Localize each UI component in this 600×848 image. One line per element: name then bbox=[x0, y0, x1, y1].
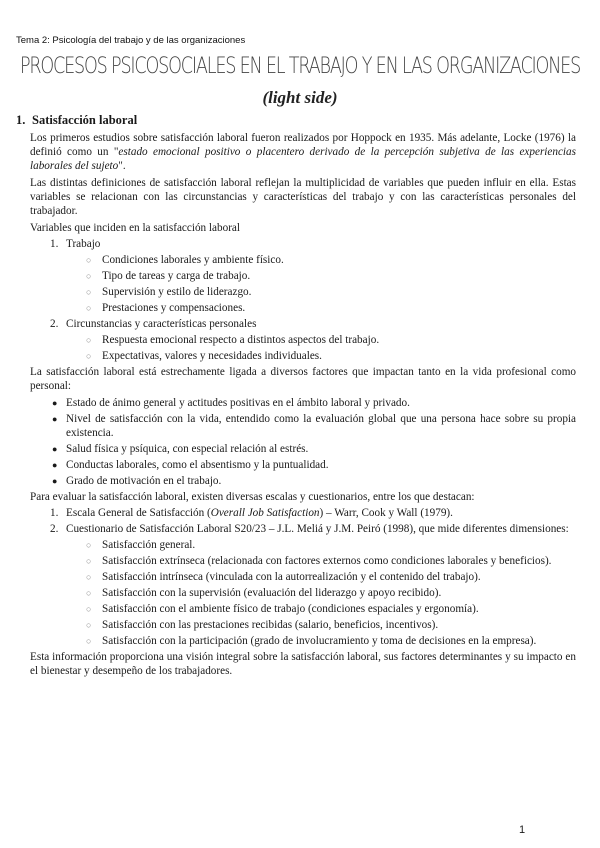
list-label: Circunstancias y características personales bbox=[66, 318, 257, 330]
list-number: 2. bbox=[50, 318, 59, 330]
section-number: 1. bbox=[16, 113, 26, 127]
paragraph-intro bbox=[30, 131, 576, 173]
circle-bullet-icon: ○ bbox=[86, 287, 92, 297]
list-item bbox=[16, 285, 576, 299]
list-text: Satisfacción intrínseca (vinculada con la autorrealización y el contenido del trabajo). bbox=[102, 571, 481, 583]
paragraph-conclusion: Esta información proporciona una visión integral sobre la satisfacción laboral, sus factores determinantes y su impacto en el bienestar y desempeño de los trabajadores. bbox=[30, 651, 576, 677]
list-item bbox=[16, 333, 576, 347]
list-text: Prestaciones y compensaciones. bbox=[102, 302, 246, 314]
list-item bbox=[16, 538, 576, 552]
section-title: Satisfacción laboral bbox=[32, 113, 138, 127]
page-title: PROCESOS PSICOSOCIALES EN EL TRABAJO Y EN LAS ORGANIZACIONES bbox=[19, 54, 581, 79]
list-item bbox=[16, 349, 576, 363]
list-item bbox=[16, 317, 576, 363]
bullet-icon: ● bbox=[52, 476, 58, 486]
list-item bbox=[16, 269, 576, 283]
list-text: Satisfacción con el ambiente físico de trabajo (condiciones espaciales y ergonomía). bbox=[102, 603, 479, 615]
running-header: Tema 2: Psicología del trabajo y de las organizaciones bbox=[16, 35, 246, 46]
text: ". bbox=[118, 160, 126, 172]
list-item bbox=[16, 618, 576, 632]
list-item bbox=[16, 396, 576, 410]
list-text: Tipo de tareas y carga de trabajo. bbox=[102, 270, 251, 282]
circle-bullet-icon: ○ bbox=[86, 540, 92, 550]
sub-list bbox=[16, 253, 576, 315]
circle-bullet-icon: ○ bbox=[86, 271, 92, 281]
bullet-icon: ● bbox=[52, 460, 58, 470]
list-text: Respuesta emocional respecto a distintos aspectos del trabajo. bbox=[102, 334, 380, 346]
list-text: Satisfacción con la participación (grado de involucramiento y toma de decisiones en la empresa). bbox=[102, 635, 537, 647]
list-text: ) – Warr, Cook y Wall (1979). bbox=[319, 507, 453, 519]
paragraph-scales-intro: Para evaluar la satisfacción laboral, existen diversas escalas y cuestionarios, entre los que destacan: bbox=[30, 491, 475, 503]
list-text: Escala General de Satisfacción ( bbox=[66, 507, 211, 519]
list-text: Expectativas, valores y necesidades individuales. bbox=[102, 350, 322, 362]
list-item bbox=[16, 554, 576, 568]
list-item bbox=[16, 442, 576, 456]
page-number: 1 bbox=[519, 824, 526, 836]
list-item bbox=[16, 458, 576, 472]
list-number: 2. bbox=[50, 523, 59, 535]
list-text: Nivel de satisfacción con la vida, entendido como la evaluación global que una persona hace sobre su propia existencia. bbox=[66, 413, 576, 439]
section-heading bbox=[16, 113, 576, 128]
document-body bbox=[16, 113, 576, 681]
paragraph-definitions: Las distintas definiciones de satisfacción laboral reflejan la multiplicidad de variables que pueden influir en ella. Estas variables se relacionan con las circunstancias y características del trabajo y con las características personales del trabajador. bbox=[30, 177, 576, 217]
list-item bbox=[16, 522, 576, 648]
circle-bullet-icon: ○ bbox=[86, 572, 92, 582]
text: Los primeros estudios sobre satisfacción laboral fueron realizados por Hoppock en 1935. Más adelante, Locke (1976) la definió como un " bbox=[30, 132, 576, 158]
quote: estado emocional positivo o placentero derivado de la percepción subjetiva de las experiencias laborales del sujeto bbox=[30, 146, 576, 172]
list-text: Overall Job Satisfaction bbox=[210, 507, 320, 519]
bullet-icon: ● bbox=[52, 414, 58, 424]
list-item bbox=[16, 570, 576, 584]
bullet-icon: ● bbox=[52, 444, 58, 454]
factors-list bbox=[16, 396, 576, 488]
list-item bbox=[16, 474, 576, 488]
list-text: Conductas laborales, como el absentismo y la puntualidad. bbox=[66, 459, 329, 471]
list-label: Trabajo bbox=[66, 238, 101, 250]
list-number: 1. bbox=[50, 238, 59, 250]
list-text: Satisfacción general. bbox=[102, 539, 196, 551]
variables-list bbox=[16, 237, 576, 363]
list-text: Condiciones laborales y ambiente físico. bbox=[102, 254, 284, 266]
list-text: Supervisión y estilo de liderazgo. bbox=[102, 286, 252, 298]
circle-bullet-icon: ○ bbox=[86, 335, 92, 345]
circle-bullet-icon: ○ bbox=[86, 255, 92, 265]
paragraph-variables-intro: Variables que inciden en la satisfacción laboral bbox=[30, 222, 240, 234]
list-text: Grado de motivación en el trabajo. bbox=[66, 475, 222, 487]
scales-list bbox=[16, 506, 576, 648]
list-item bbox=[16, 586, 576, 600]
list-item bbox=[16, 602, 576, 616]
list-item bbox=[16, 301, 576, 315]
list-text: Satisfacción con las prestaciones recibidas (salario, beneficios, incentivos). bbox=[102, 619, 439, 631]
circle-bullet-icon: ○ bbox=[86, 620, 92, 630]
list-text: Satisfacción extrínseca (relacionada con factores externos como condiciones laborales y beneficios). bbox=[102, 555, 552, 567]
circle-bullet-icon: ○ bbox=[86, 351, 92, 361]
list-item bbox=[16, 412, 576, 440]
circle-bullet-icon: ○ bbox=[86, 604, 92, 614]
list-text: Satisfacción con la supervisión (evaluación del liderazgo y apoyo recibido). bbox=[102, 587, 442, 599]
list-text: Estado de ánimo general y actitudes positivas en el ámbito laboral y privado. bbox=[66, 397, 410, 409]
list-item bbox=[16, 253, 576, 267]
bullet-icon: ● bbox=[52, 398, 58, 408]
list-item bbox=[16, 237, 576, 315]
list-text: Salud física y psíquica, con especial relación al estrés. bbox=[66, 443, 309, 455]
list-item bbox=[16, 634, 576, 648]
list-text: Cuestionario de Satisfacción Laboral S20/23 – J.L. Meliá y J.M. Peiró (1998), que mide diferentes dimensiones: bbox=[66, 523, 569, 535]
circle-bullet-icon: ○ bbox=[86, 636, 92, 646]
circle-bullet-icon: ○ bbox=[86, 303, 92, 313]
page-subtitle: (light side) bbox=[262, 88, 338, 107]
list-item bbox=[16, 506, 576, 520]
circle-bullet-icon: ○ bbox=[86, 556, 92, 566]
list-number: 1. bbox=[50, 507, 59, 519]
dimensions-list bbox=[16, 538, 576, 648]
sub-list bbox=[16, 333, 576, 363]
paragraph-factors-intro: La satisfacción laboral está estrechamente ligada a diversos factores que impactan tanto en la vida profesional como personal: bbox=[30, 366, 576, 392]
circle-bullet-icon: ○ bbox=[86, 588, 92, 598]
